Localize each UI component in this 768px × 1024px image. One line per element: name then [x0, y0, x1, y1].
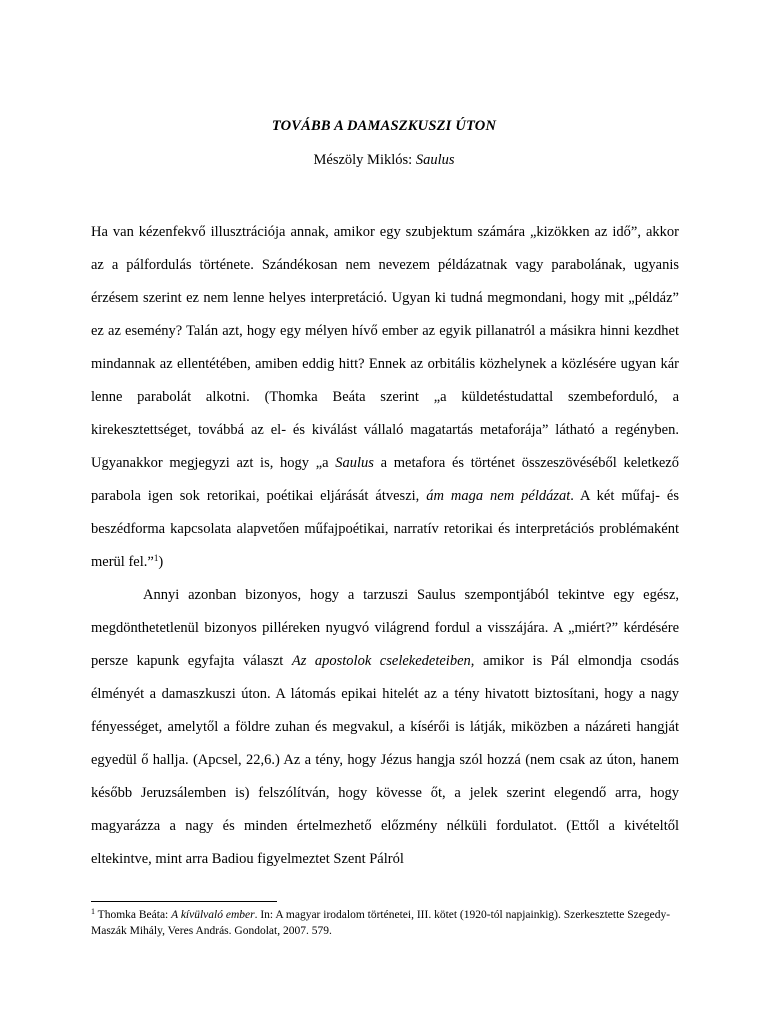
text-run: . A két műfaj- és beszédforma kapcsolata alapvetően műfajpoétikai, narratív retorikai és interpretációs problémaként merül fel.”	[91, 488, 679, 570]
paragraph-2	[91, 579, 679, 876]
text-run: Annyi azonban bizonyos, hogy a tarzuszi Saulus szempontjából tekintve egy egész, megdönthetetlenül bizonyos pilléreken nyugvó világrend fordul a visszájára. A „miért?” kérdésére persze kapunk egyfajta választ	[91, 587, 679, 669]
text-run: Thomka Beáta:	[95, 909, 172, 921]
footnote-reference[interactable]: 1	[153, 553, 159, 563]
paragraph-1	[91, 216, 679, 579]
author-name: Mészöly Miklós:	[313, 152, 416, 168]
italic-run: Saulus	[335, 455, 374, 471]
text-run: amikor is Pál elmondja csodás élményét a damaszkuszi úton. A látomás epikai hitelét az a tény hivatott biztosítani, hogy a nagy fényességet, amelytől a földre zuhan és megvakul, a kísérői is látják, miközben a názáreti hangját egyedül ő hallja. (Apcsel, 22,6.) Az a tény, hogy Jézus hangja szól hozzá (nem csak az úton, hanem később Jeruzsálemben is) felszólítván, hogy kövesse őt, a jelek szerint elegendő arra, hogy magyarázza a nagy és minden értelmezhető előzmény nélküli fordulatot. (Ettől a kivételtől eltekintve, mint arra Badiou figyelmeztet Szent Pálról	[91, 653, 679, 867]
text-run: . In: A magyar irodalom történetei, III. kötet (1920-tól napjainkig). Szerkesztette Szegedy-Maszák Mihály, Veres András. Gondolat, 2007. 579.	[91, 909, 671, 937]
book-title: Saulus	[415, 152, 455, 168]
essay-title: TOVÁBB A DAMASZKUSZI ÚTON	[271, 118, 497, 134]
italic-run: A kívülvaló ember	[171, 909, 255, 921]
italic-run: ám maga nem példázat	[426, 488, 571, 504]
footnote-number: 1	[91, 907, 95, 916]
essay-subtitle	[0, 152, 768, 169]
text-run: )	[158, 554, 164, 570]
footnote-divider	[91, 901, 277, 902]
text-run: a metafora és történet összeszövéséből keletkező parabola igen sok retorikai, poétikai eljárását átveszi,	[91, 455, 679, 504]
italic-run: Az apostolok cselekedeteiben,	[291, 653, 475, 669]
body-text	[91, 216, 679, 876]
footnote	[91, 907, 681, 939]
text-run: Ha van kézenfekvő illusztrációja annak, amikor egy szubjektum számára „kizökken az idő”, akkor az a pálfordulás története. Szándékosan nem nevezem példázatnak vagy parabolának, ugyanis érzésem szerint ez nem lenne helyes interpretáció. Ugyan ki tudná megmondani, hogy mit „példáz” ez az esemény? Talán azt, hogy egy mélyen hívő ember az egyik pillanatról a másikra hinni kezdhet mindannak az ellentétében, amiben eddig hitt? Ennek az orbitális közhelynek a közlésére ugyan kár lenne parabolát alkotni. (Thomka Beáta szerint „a küldetéstudattal szembeforduló, a kirekesztettséget, továbbá az el- és kiválást vállaló magatartás metaforája” látható a regényben. Ugyanakkor megjegyzi azt is, hogy „a	[91, 224, 679, 471]
